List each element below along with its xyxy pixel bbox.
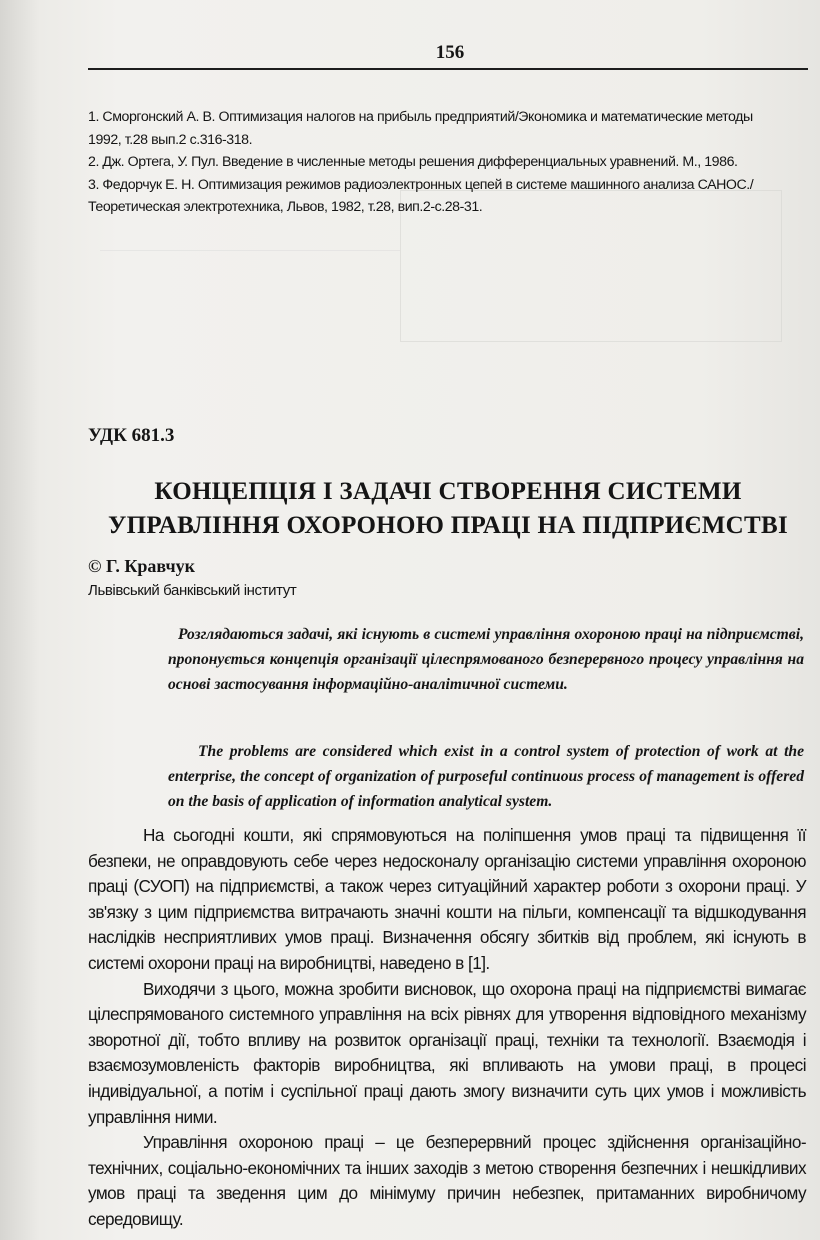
abstract-english: The problems are considered which exist in a control system of protection of work at the enterprise, the concept of organization of purposeful continuous process of management is offered on the basis of application of information analytical system. [168,743,804,810]
reference-line: 1. Сморгонский А. В. Оптимизация налогов на прибыль предприятий/Экономика и математические методы [88,109,753,125]
affiliation: Львівський банківський інститут [88,582,297,599]
body-paragraph: Виходячи з цього, можна зробити висновок, що охорона праці на підприємстві вимагає цілеспрямованого системного управління на всіх рівнях для утворення відповідного механізму зворотної дії, тобто впливу на розвиток організації праці, техніки та технології. Взаємодія і взаємозумовленість факторів виробництва, які впливають на умови праці, в процесі індивідуальної, а потім і суспільної праці дають змогу визначити суть цих умов і можливість управління ними. [88,978,806,1127]
reference-line: 2. Дж. Ортега, У. Пул. Введение в численные методы решения дифференциальных уравнений. М., 1986. [88,154,738,170]
references-list [88,106,808,219]
udk-code: УДК 681.3 [88,425,175,446]
title-line-2: УПРАВЛІННЯ ОХОРОНОЮ ПРАЦІ НА ПІДПРИЄМСТВІ [107,512,789,539]
article-title [88,475,808,543]
article-body [88,823,806,1233]
bleed-through-texture [100,250,400,421]
page-number: 156 [435,42,465,63]
body-paragraph: Управління охороною праці – це безперервний процес здійснення організаційно-технічних, соціально-економічних та інших заходів з метою створення безпечних і нешкідливих умов праці та зведення цим до мінімуму причин небезпек, притаманних виробничому середовищу. [88,1132,806,1229]
reference-line: 1992, т.28 вып.2 с.316-318. [88,131,253,148]
author: © Г. Кравчук [88,556,195,576]
title-line-1: КОНЦЕПЦІЯ І ЗАДАЧІ СТВОРЕННЯ СИСТЕМИ [154,478,742,505]
body-paragraph: На сьогодні кошти, які спрямовуються на поліпшення умов праці та підвищення її безпеки, не оправдовують себе через недосконалу організацію системи управління охороною праці (СУОП) на підприємстві, а також через ситуаційний характер роботи з охорони праці. У зв'язку з цим підприємства витрачають значні кошти на пільги, компенсації та відшкодування наслідків несприятливих умов праці. Визначення обсягу збитків від проблем, які існують в системі охорони праці на виробництві, наведено в [1]. [88,825,806,973]
reference-line: 3. Федорчук Е. Н. Оптимизация режимов радиоэлектронных цепей в системе машинного анализа САНОС./ [88,176,754,193]
reference-line: Теоретическая электротехника, Львов, 1982, т.28, вип.2-с.28-31. [88,199,483,215]
abstract-ukrainian: Розглядаються задачі, які існують в системі управління охороною праці на підприємстві, пропонується концепція організації цілеспрямованого безперервного процесу управління на основі застосування інформаційно-аналітичної системи. [168,626,804,693]
header-rule [88,68,808,70]
